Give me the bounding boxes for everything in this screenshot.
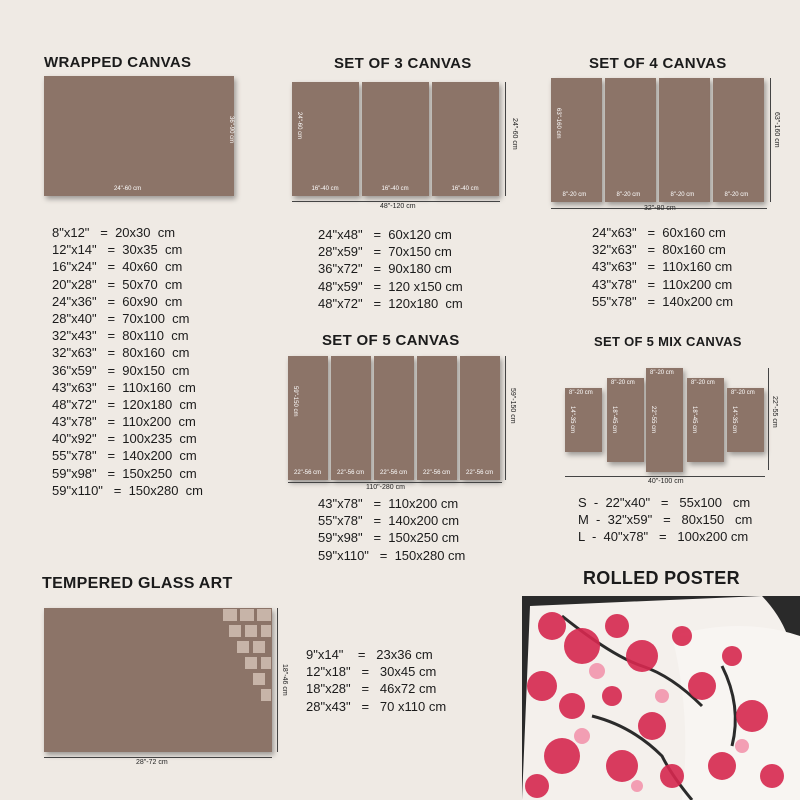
set3-height-line [505,82,506,196]
set3-total-height: 24"-60 cm [511,118,518,150]
set3-size-list [318,226,463,312]
size-row: 8"x12" = 20x30 cm [52,225,176,240]
size-row: 28"x40" = 70x100 cm [52,310,190,326]
set4-panel-width-label: 8"-20 cm [562,192,587,198]
glass-width-line [44,757,272,758]
set4-panel [659,78,710,202]
glass-height-label: 18"-46 cm [281,664,288,696]
mix-size-list [578,494,752,546]
mix-panel-width-label: 8"-20 cm [611,380,635,386]
size-row: 36"x59" = 90x150 cm [52,362,190,378]
set4-panel [551,78,602,202]
glass-reflection-icon [222,608,272,708]
set3-panel-width-label: 16"-40 cm [311,186,339,192]
set3-panel [432,82,499,196]
glass-width-label: 28"-72 cm [136,759,168,766]
set5-panel [331,356,371,480]
set5-panel-width-label: 22"-56 cm [294,470,322,476]
set4-size-list [592,224,733,310]
size-row: 59"x98" = 150x250 cm [52,465,197,481]
rolled-poster-image [522,596,800,800]
wrapped-size-list [52,224,203,499]
set3-total-width: 48"-120 cm [380,203,416,210]
set4-title: SET OF 4 CANVAS [589,55,727,72]
size-row: 48"x72" = 120x180 cm [318,295,463,311]
wrapped-width-label: 24"-60 cm [114,186,142,192]
glass-title: TEMPERED GLASS ART [42,575,233,592]
wrapped-canvas-title: WRAPPED CANVAS [44,54,192,71]
set5-panel-width-label: 22"-56 cm [337,470,365,476]
set4-panel-width-label: 8"-20 cm [670,192,695,198]
set3-panel-width-label: 16"-40 cm [451,186,479,192]
size-row: 43"x63" = 110x160 cm [52,379,196,395]
set5-panel [460,356,500,480]
size-row: 43"x78" = 110x200 cm [592,276,733,292]
size-row: 16"x24" = 40x60 cm [52,259,183,275]
size-row: S - 22"x40" = 55x100 cm [578,495,751,510]
mix-panel [565,388,602,452]
set5-width-line [288,482,502,483]
size-row: 32"x63" = 80x160 cm [52,345,190,361]
set5-panel [417,356,457,480]
set4-panel-height-label: 63"-160 cm [555,108,561,139]
size-row: 20"x28" = 50x70 cm [52,276,183,292]
set5-panel [374,356,414,480]
size-row: 28"x59" = 70x150 cm [318,244,452,260]
size-row: 9"x14" = 23x36 cm [306,647,433,662]
set5-total-width: 110"-280 cm [366,484,405,491]
mix-panel [646,368,683,472]
size-row: 43"x78" = 110x200 cm [318,496,459,511]
set4-height-line [770,78,771,202]
size-row: 55"x78" = 140x200 cm [318,513,460,529]
mix-panel-height-label: 14"-35 cm [731,406,737,434]
set4-panel [713,78,764,202]
mix-width-line [565,476,765,477]
size-row: 59"x98" = 150x250 cm [318,530,460,546]
size-row: 32"x43" = 80x110 cm [52,328,189,344]
size-row: M - 32"x59" = 80x150 cm [578,512,753,528]
set3-title: SET OF 3 CANVAS [334,55,472,72]
size-row: 48"x72" = 120x180 cm [52,396,197,412]
mix-panel-height-label: 14"-35 cm [569,406,575,434]
mix-title: SET OF 5 MIX CANVAS [594,334,742,349]
size-row: 24"x63" = 60x160 cm [592,225,726,240]
set3-width-line [292,201,500,202]
mix-panel-height-label: 18"-45 cm [611,406,617,434]
size-row: 28"x43" = 70 x110 cm [306,698,447,714]
size-row: 12"x14" = 30x35 cm [52,242,183,258]
set3-panel [362,82,429,196]
size-row: 43"x78" = 110x200 cm [52,414,196,430]
set5-panel [288,356,328,480]
set5-total-height: 59"-150 cm [509,388,516,424]
set3-panel-height-label: 24"-60 cm [296,112,302,140]
size-row: 40"x92" = 100x235 cm [52,431,197,447]
set5-title: SET OF 5 CANVAS [322,332,460,349]
wrapped-canvas-panel [44,76,234,196]
set4-panel [605,78,656,202]
size-row: 24"x36" = 60x90 cm [52,293,183,309]
set4-total-width: 32"-80 cm [644,205,676,212]
set5-panel-width-label: 22"-56 cm [380,470,408,476]
set3-panel-width-label: 16"-40 cm [381,186,409,192]
set5-panel-width-label: 22"-56 cm [423,470,451,476]
mix-panel-height-label: 22"-55 cm [650,406,656,434]
size-row: 24"x48" = 60x120 cm [318,227,452,242]
size-row: 59"x110" = 150x280 cm [52,482,203,498]
size-row: 59"x110" = 150x280 cm [318,547,466,563]
size-row: 43"x63" = 110x160 cm [592,259,733,275]
wrapped-height-label: 36"-90 cm [228,116,234,144]
poster-title: ROLLED POSTER [583,568,740,588]
size-row: 55"x78" = 140x200 cm [52,448,197,464]
mix-panel-width-label: 8"-20 cm [569,390,593,396]
glass-panel [44,608,272,752]
set5-panel-height-label: 59"-150 cm [292,386,298,417]
size-row: 36"x72" = 90x180 cm [318,261,452,277]
size-row: 48"x59" = 120 x150 cm [318,278,463,294]
size-row: 55"x78" = 140x200 cm [592,293,734,309]
glass-height-line [277,608,278,752]
size-row: 32"x63" = 80x160 cm [592,242,726,258]
set5-panel-width-label: 22"-56 cm [466,470,494,476]
mix-panel [687,378,724,462]
mix-total-width: 40"-100 cm [648,478,684,485]
set3-panel [292,82,359,196]
glass-size-list [306,646,446,715]
size-row: L - 40"x78" = 100x200 cm [578,529,749,545]
size-row: 12"x18" = 30x45 cm [306,664,437,680]
mix-panel-height-label: 18"-45 cm [691,406,697,434]
size-row: 18"x28" = 46x72 cm [306,681,437,697]
mix-panel-width-label: 8"-20 cm [650,370,674,376]
set4-total-height: 63"-160 cm [773,112,780,148]
mix-panel-width-label: 8"-20 cm [691,380,715,386]
set5-size-list [318,495,465,564]
mix-total-height: 22"-55 cm [771,396,778,428]
mix-panel-width-label: 8"-20 cm [731,390,755,396]
mix-panel [607,378,644,462]
set4-panel-width-label: 8"-20 cm [616,192,641,198]
set4-panel-width-label: 8"-20 cm [724,192,749,198]
mix-height-line [768,368,769,470]
mix-panel [727,388,764,452]
set5-height-line [505,356,506,480]
